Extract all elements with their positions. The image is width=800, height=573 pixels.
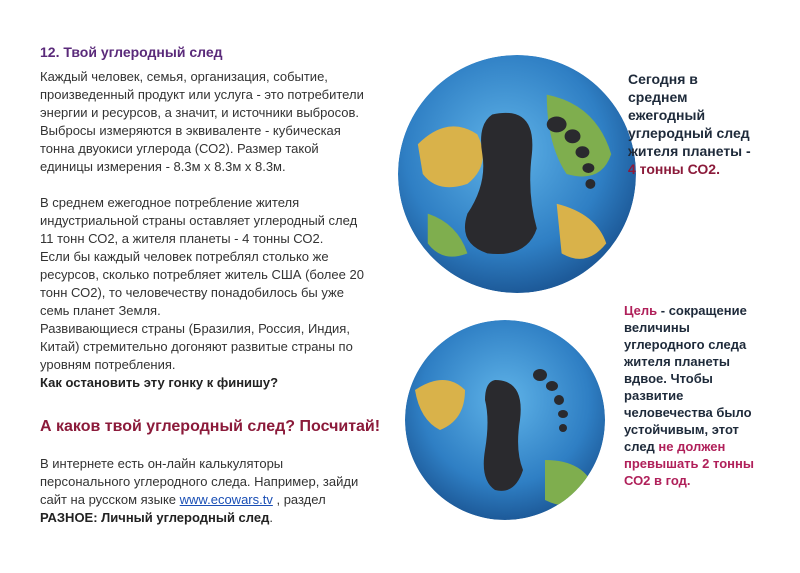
bottom-callout-text: след	[624, 439, 659, 454]
calculator-text-block	[40, 455, 380, 527]
top-callout	[628, 70, 768, 178]
consumption-line: индустриальной страны оставляет углеродный след	[40, 213, 358, 228]
consumption-line: ресурсов, сколько потребляет житель США (более 20	[40, 267, 364, 282]
top-callout-line: среднем	[628, 89, 688, 105]
section-name: РАЗНОЕ: Личный углеродный след	[40, 510, 270, 525]
globe-footprint-image-top	[398, 55, 636, 293]
calculator-line	[40, 509, 380, 527]
bottom-callout-line	[624, 438, 774, 455]
consumption-line: 11 тонн СО2, а жителя планеты - 4 тонны СО2.	[40, 231, 324, 246]
bottom-callout-line	[624, 302, 774, 319]
top-callout-line: жителя планеты -	[628, 143, 751, 159]
intro-line: энергии и ресурсов, а значит, и источники выбросов.	[40, 105, 359, 120]
top-callout-line: углеродный след	[628, 125, 750, 141]
bottom-callout-text: - сокращение	[657, 303, 747, 318]
consumption-line: Китай) стремительно догоняют развитые страны по	[40, 339, 353, 354]
bottom-callout-line: развитие	[624, 388, 684, 403]
intro-line: произведенный продукт или услуга - это потребители	[40, 87, 364, 102]
calculator-line: В интернете есть он-лайн калькуляторы	[40, 456, 284, 471]
calculator-line	[40, 491, 380, 509]
bottom-callout-line: устойчивым, этот	[624, 422, 739, 437]
goal-word: Цель	[624, 303, 658, 318]
race-question: Как остановить эту гонку к финишу?	[40, 375, 279, 390]
top-callout-line: Сегодня в	[628, 71, 698, 87]
globe-illustration	[405, 320, 605, 520]
cta-heading: А каков твой углеродный след? Посчитай!	[40, 418, 381, 435]
consumption-line: Если бы каждый человек потреблял столько же	[40, 249, 329, 264]
bottom-callout-highlight: не должен	[658, 439, 726, 454]
top-callout-line: ежегодный	[628, 107, 706, 123]
consumption-line: уровням потребления.	[40, 357, 176, 372]
intro-text-block	[40, 68, 390, 392]
bottom-callout-line: величины	[624, 320, 690, 335]
section-title: 12. Твой углеродный след	[40, 44, 223, 60]
globe-illustration	[398, 55, 636, 293]
consumption-line: тонн СО2), то человечеству понадобилось бы уже	[40, 285, 344, 300]
top-callout-highlight: 4 тонны СО2.	[628, 161, 720, 177]
intro-line: Каждый человек, семья, организация, событие,	[40, 69, 328, 84]
intro-line: единицы измерения - 8.3м х 8.3м х 8.3м.	[40, 159, 286, 174]
consumption-line: семь планет Земля.	[40, 303, 161, 318]
bottom-callout-line: жителя планеты	[624, 354, 730, 369]
calculator-line-prefix: сайт на русском языке	[40, 492, 180, 507]
bottom-callout-highlight: СО2 в год.	[624, 473, 691, 488]
intro-line: тонна двуокиси углерода (СО2). Размер такой	[40, 141, 319, 156]
calculator-line: персонального углеродного следа. Например, зайди	[40, 474, 359, 489]
bottom-callout-line: человечества было	[624, 405, 752, 420]
consumption-line: Развивающиеся страны (Бразилия, Россия, Индия,	[40, 321, 350, 336]
globe-footprint-image-bottom	[405, 320, 605, 520]
ecowars-link[interactable]: www.ecowars.tv	[179, 492, 273, 507]
calculator-line-end: .	[269, 510, 273, 525]
consumption-line: В среднем ежегодное потребление жителя	[40, 195, 300, 210]
calculator-line-suffix: , раздел	[272, 492, 326, 507]
bottom-callout-line: вдвое. Чтобы	[624, 371, 713, 386]
intro-line: Выбросы измеряются в эквиваленте - кубическая	[40, 123, 341, 138]
bottom-callout	[624, 302, 774, 489]
bottom-callout-highlight: превышать 2 тонны	[624, 456, 754, 471]
bottom-callout-line: углеродного следа	[624, 337, 747, 352]
